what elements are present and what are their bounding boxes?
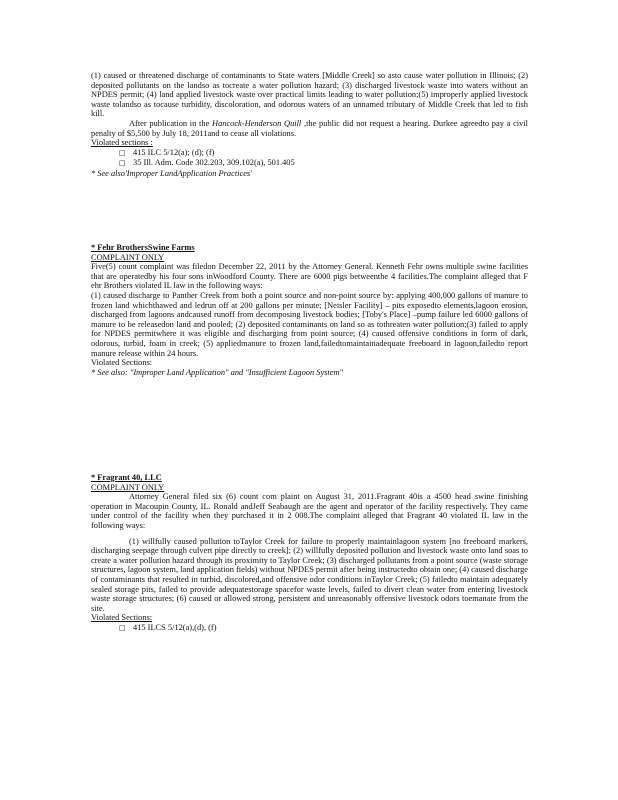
complaint-label: COMPLAINT ONLY	[91, 252, 165, 262]
allegations-paragraph: (1) willfully caused pollution toTaylor Creek for failure to properly maintainlagoon system [no freeboard markers, discharging seepage through culvert pipe directly to creek]; (2) willfully deposited pollution and livestock waste onto land soas to create a water pollution hazard through its proximity to Taylor Creek; (3) discharged pollutants from a point source (waste storage structures, lagoon system, land application fields) without NPDES permit after being instructedto obtain one; (4) caused discharge of contaminants that resulted in turbid, discolored,and offensive odor conditions inTaylor Creek; (5) failedto maintain adequately sealed storage pits, failed to provide adequatestorage spacefor waste levels, failed to divert clean water from entering livestock waste storage structures; (6) caused or allowed strong, persistent and unreasonably offensive livestock odors toemanate from the site.	[91, 536, 528, 613]
complaint-label: COMPLAINT ONLY	[91, 482, 165, 492]
bullet-item: □ 35 Ill. Adm. Code 302.203, 309.102(a), 501.405	[119, 158, 295, 168]
violated-sections-label: Violated sections :	[91, 138, 153, 148]
fehr-section	[91, 243, 528, 377]
settlement-paragraph: After publication in the Hancock-Henderson Quill ,the public did not request a hearing. Durkee agreedto pay a civil penalty of $5,500 by July 18, 2011and to cease all violations.	[91, 118, 528, 138]
bullet-icon: □	[119, 148, 126, 157]
complaint-paragraph: Five(5) count complaint was filedon December 22, 2011 by the Attorney General. Kenneth Fehr owns multiple swine facilities that are operatedby his four sons inWoodford County. There are 6000 pigs betweenthe 4 facilities.The complaint alleged that F ehr Brothers violated IL law in the following ways:	[91, 262, 528, 291]
allegations-paragraph: (1) caused discharge to Panther Creek from both a point source and non-point source by: applying 400,000 gallons of manure to frozen land whichthawed and ledrun off at 200 gallons per minute; [Neisler Facility] – pits exposedto elements,lagoon erosion, discharged from lagoons andcaused runoff from decomposing livestock bodies; [Toby's Place] –pump failure led 6000 gallons of manure to be releasedon land and pooled; (2) deposited contaminants on land so as tothreaten water pollution;(3) failed to apply for NPDES permitwhere it was eligible and discharging from point source; (4) caused offensive conditions in form of dark, odorous, turbid, foam in creek; (5) appliedmanure to frozen land,failedtomaintainadequate freeboard in lagoon,failedto report manure release within 24 hours.	[91, 290, 528, 358]
bullet-icon: □	[119, 159, 126, 168]
see-also-note: * See also'Improper LandApplication Practices'	[91, 168, 252, 178]
violated-sections-label: Violated Sections:	[91, 358, 153, 368]
bullet-icon: □	[119, 623, 126, 632]
fragrant-section	[91, 473, 528, 634]
see-also-note: * See also: "Improper Land Application" and "Insufficient Lagoon System"	[91, 367, 344, 377]
durkee-section	[91, 71, 528, 179]
case-title: * Fehr BrothersSwine Farms	[91, 243, 195, 252]
violations-paragraph: (1) caused or threatened discharge of contaminants to State waters [Middle Creek] so asto cause water pollution in Illinois; (2) deposited pollutants on the landso as tocreate a water pollution hazard; (3) discharged livestock waste into waters without an NPDES permit; (4) land applied livestock waste over practical limits leading to water pollution;(5) improperly applied livestock waste tolandso as tocause turbidity, discoloration, and odorous waters of an unnamed tributary of Middle Creek that led to fish kill.	[91, 71, 528, 119]
case-title: * Fragrant 40, LLC	[91, 473, 162, 482]
bullet-item: □ 415 ILC 5/12(a); (d); (f)	[119, 147, 215, 157]
bullet-item: □ 415 ILCS 5/12(a),(d), (f)	[119, 622, 217, 632]
complaint-paragraph: Attorney General filed six (6) count com plaint on August 31, 2011.Fragrant 40is a 4500 head swine finishing operation in Macoupin County, IL. Ronald andJeff Seabaugh are the agent and operator of the facility respectively. They came under control of the facility when they purchased it in 2 008.The complaint alleged that Fragrant 40 violated IL law in the following ways:	[91, 492, 528, 530]
violated-sections-label: Violated Sections:	[91, 613, 153, 623]
newspaper-name: Hancock-Henderson Quill	[212, 118, 302, 128]
